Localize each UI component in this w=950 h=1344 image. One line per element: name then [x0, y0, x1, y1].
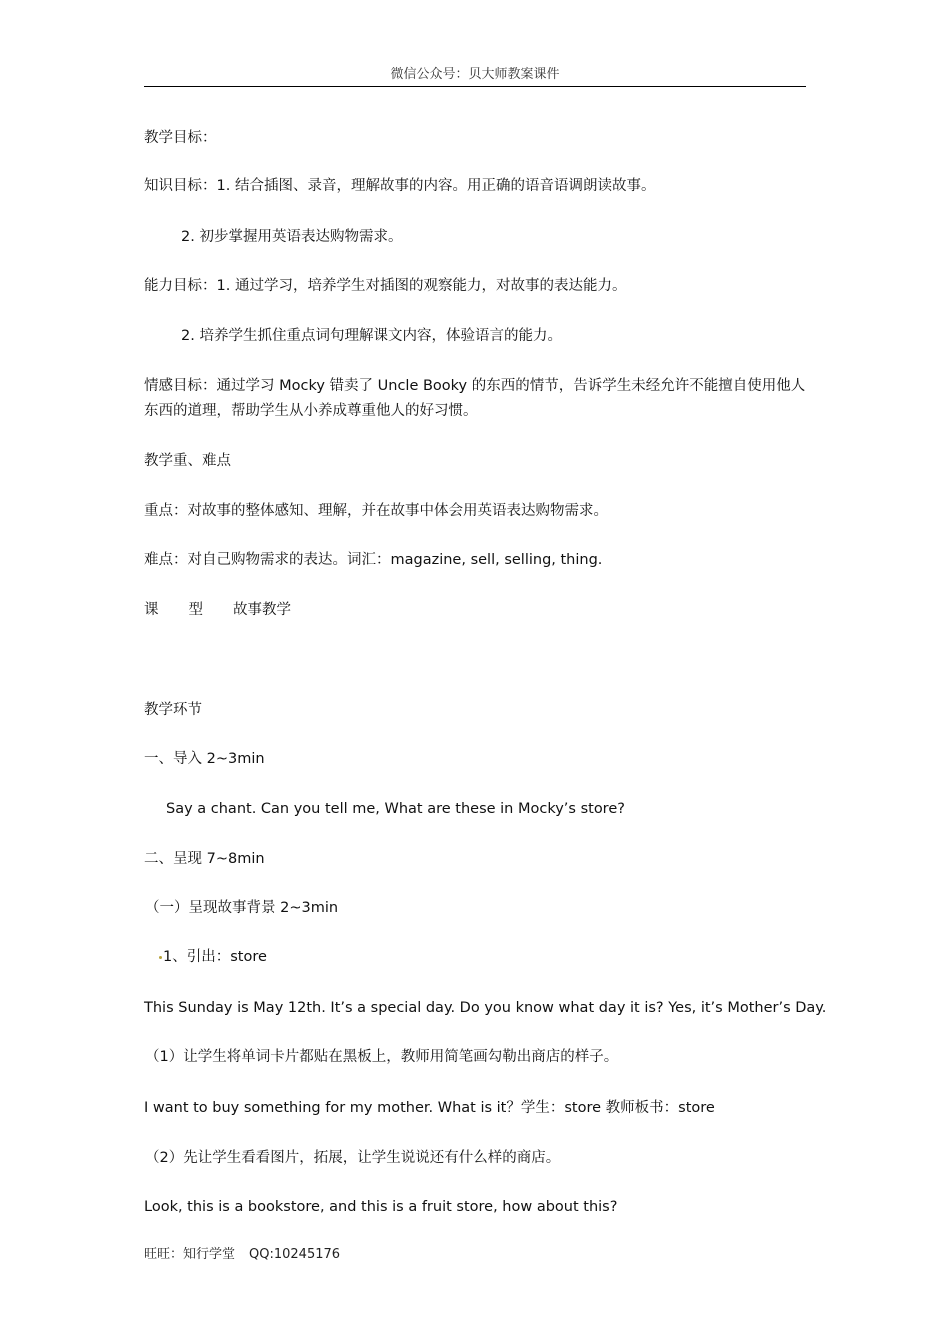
knowledge-goal-2: 2. 初步掌握用英语表达购物需求。: [181, 229, 403, 245]
marker-dot: [159, 956, 162, 959]
knowledge-goal-1: 知识目标：1. 结合插图、录音，理解故事的内容。用正确的语音语调朗读故事。: [144, 178, 656, 194]
footer-qq: QQ:10245176: [249, 1247, 341, 1262]
keypoints-heading: 教学重、难点: [144, 453, 231, 469]
note-2: （2）先让学生看看图片，拓展，让学生说说还有什么样的商店。: [145, 1150, 561, 1166]
step2-sub1-item: [158, 945, 267, 969]
emotion-goal: 情感目标：通过学习 Mocky 错卖了 Uncle Booky 的东西的情节，告诉学生未经允许不能擅自使用他人东西的道理，帮助学生从小养成尊重他人的好习惯。: [144, 378, 806, 419]
step2-sub1-item-text: 1、引出：store: [163, 949, 267, 965]
keypoint-focus: 重点：对故事的整体感知、理解，并在故事中体会用英语表达购物需求。: [144, 503, 608, 519]
step1-title: 一、导入 2~3min: [144, 751, 265, 767]
note-1: （1）让学生将单词卡片都贴在黑板上，教师用简笔画勾勒出商店的样子。: [145, 1049, 619, 1065]
sunday-text: This Sunday is May 12th. It’s a special day. Do you know what day it is? Yes, it’s Mother’s Day.: [144, 1000, 827, 1016]
keypoint-difficulty: 难点：对自己购物需求的表达。词汇：magazine, sell, selling, thing.: [144, 552, 603, 568]
step2-title: 二、呈现 7~8min: [144, 851, 265, 867]
process-heading: 教学环节: [144, 702, 202, 718]
page-footer: [144, 1246, 340, 1264]
ability-goal-2: 2. 培养学生抓住重点词句理解课文内容，体验语言的能力。: [181, 328, 562, 344]
lesson-type-value: 故事教学: [233, 602, 291, 618]
buy-text: I want to buy something for my mother. What is it？学生：store 教师板书：store: [144, 1100, 715, 1116]
lesson-type-label-1: 课: [144, 602, 159, 618]
lesson-type-label-2: 型: [188, 602, 203, 618]
ability-goal-1: 能力目标：1. 通过学习，培养学生对插图的观察能力，对故事的表达能力。: [144, 278, 627, 294]
lesson-type-row: [144, 598, 291, 622]
step1-text: Say a chant. Can you tell me, What are these in Mocky’s store?: [166, 801, 625, 817]
goals-heading: 教学目标：: [144, 130, 217, 146]
footer-wangwang: 旺旺：知行学堂: [144, 1247, 236, 1262]
header-text: 微信公众号：贝大师教案课件: [390, 67, 560, 82]
page-header: [144, 66, 806, 87]
step2-subsection-1: （一）呈现故事背景 2~3min: [145, 900, 339, 916]
look-text: Look, this is a bookstore, and this is a fruit store, how about this?: [144, 1199, 618, 1215]
